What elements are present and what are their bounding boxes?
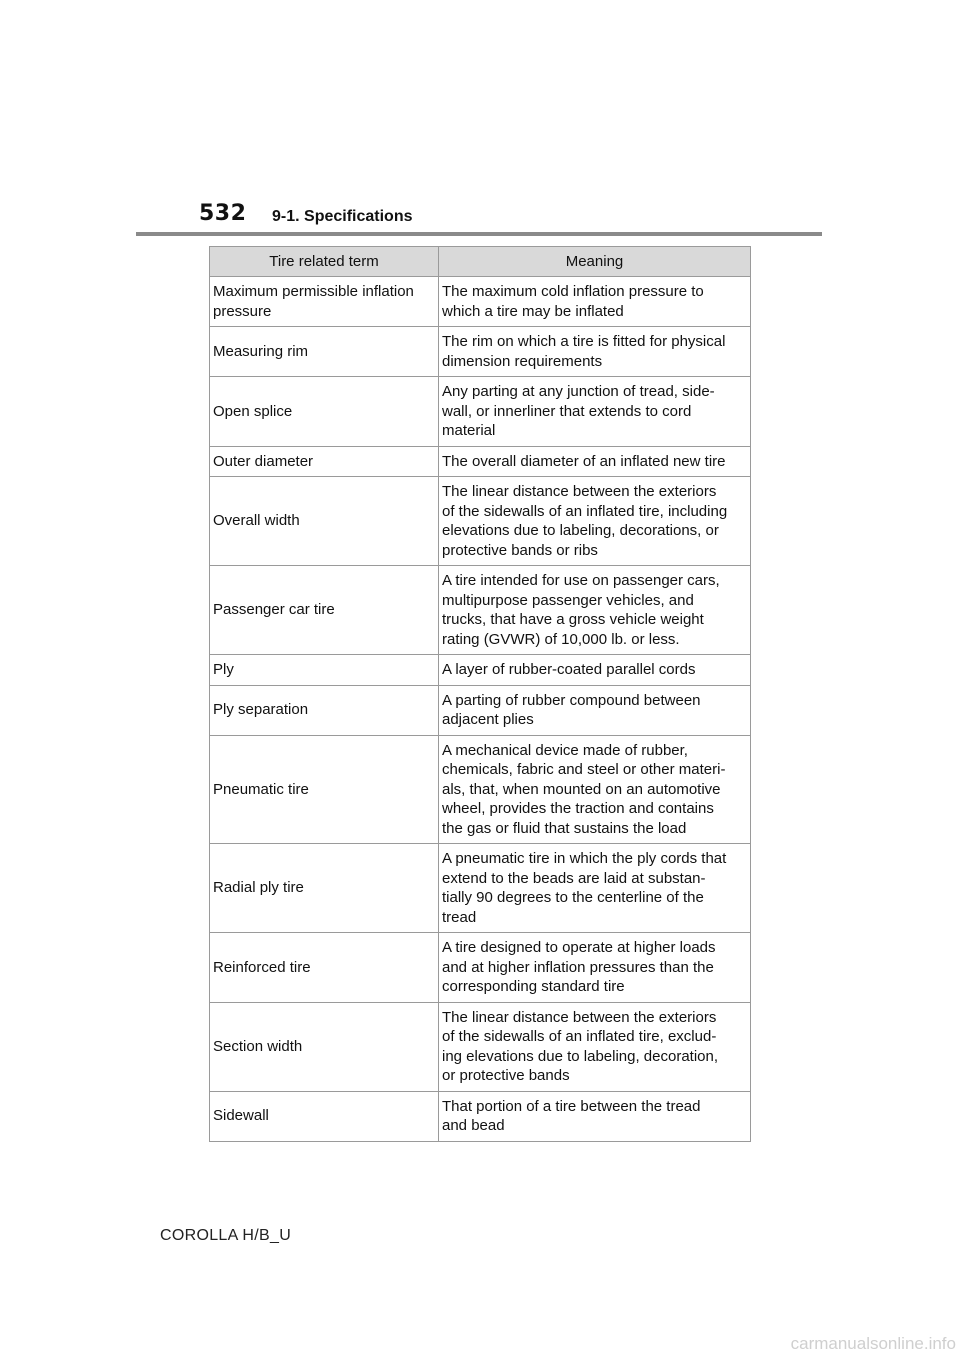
term-cell: Overall width	[210, 477, 439, 566]
meaning-cell: A parting of rubber compound between adjacent plies	[439, 685, 751, 735]
table-row	[210, 446, 751, 477]
table-row	[210, 1091, 751, 1141]
term-cell: Radial ply tire	[210, 844, 439, 933]
meaning-cell: Any parting at any junction of tread, side- wall, or innerliner that extends to cord material	[439, 377, 751, 447]
meaning-cell: The linear distance between the exteriors of the sidewalls of an inflated tire, exclud- ing elevations due to labeling, decoration, or protective bands	[439, 1002, 751, 1091]
meaning-cell: The linear distance between the exteriors of the sidewalls of an inflated tire, including elevations due to labeling, decorations, or protective bands or ribs	[439, 477, 751, 566]
table-row	[210, 566, 751, 655]
meaning-cell: The overall diameter of an inflated new tire	[439, 446, 751, 477]
term-cell: Passenger car tire	[210, 566, 439, 655]
meaning-cell: A layer of rubber-coated parallel cords	[439, 655, 751, 686]
section-title: 9-1. Specifications	[272, 208, 413, 225]
meaning-cell: That portion of a tire between the tread and bead	[439, 1091, 751, 1141]
term-cell: Sidewall	[210, 1091, 439, 1141]
term-cell: Section width	[210, 1002, 439, 1091]
table-row	[210, 1002, 751, 1091]
term-cell: Measuring rim	[210, 327, 439, 377]
meaning-cell: The rim on which a tire is fitted for physical dimension requirements	[439, 327, 751, 377]
footer-model-code: COROLLA H/B_U	[160, 1227, 292, 1244]
table-row	[210, 277, 751, 327]
term-cell: Outer diameter	[210, 446, 439, 477]
table-row	[210, 377, 751, 447]
header-rule	[136, 232, 822, 236]
meaning-cell: The maximum cold inflation pressure to which a tire may be inflated	[439, 277, 751, 327]
meaning-cell: A tire intended for use on passenger cars, multipurpose passenger vehicles, and trucks, that have a gross vehicle weight rating (GVWR) of 10,000 lb. or less.	[439, 566, 751, 655]
term-cell: Ply	[210, 655, 439, 686]
term-cell: Pneumatic tire	[210, 735, 439, 844]
term-cell: Ply separation	[210, 685, 439, 735]
table-row	[210, 933, 751, 1003]
term-cell: Maximum permissible inflation pressure	[210, 277, 439, 327]
table-row	[210, 735, 751, 844]
term-cell: Reinforced tire	[210, 933, 439, 1003]
tire-terms-table	[209, 246, 751, 1142]
meaning-cell: A tire designed to operate at higher loads and at higher inflation pressures than the corresponding standard tire	[439, 933, 751, 1003]
term-cell: Open splice	[210, 377, 439, 447]
table-row	[210, 655, 751, 686]
table-row	[210, 477, 751, 566]
column-header-term: Tire related term	[210, 247, 439, 277]
table-row	[210, 685, 751, 735]
column-header-meaning: Meaning	[439, 247, 751, 277]
page-number: 532	[199, 201, 247, 226]
table-row	[210, 327, 751, 377]
meaning-cell: A pneumatic tire in which the ply cords that extend to the beads are laid at substan- tially 90 degrees to the centerline of the tread	[439, 844, 751, 933]
table-header-row	[210, 247, 751, 277]
watermark: carmanualsonline.info	[790, 1334, 956, 1353]
meaning-cell: A mechanical device made of rubber, chemicals, fabric and steel or other materi- als, that, when mounted on an automotive wheel, provides the traction and contains the gas or fluid that sustains the load	[439, 735, 751, 844]
table-row	[210, 844, 751, 933]
